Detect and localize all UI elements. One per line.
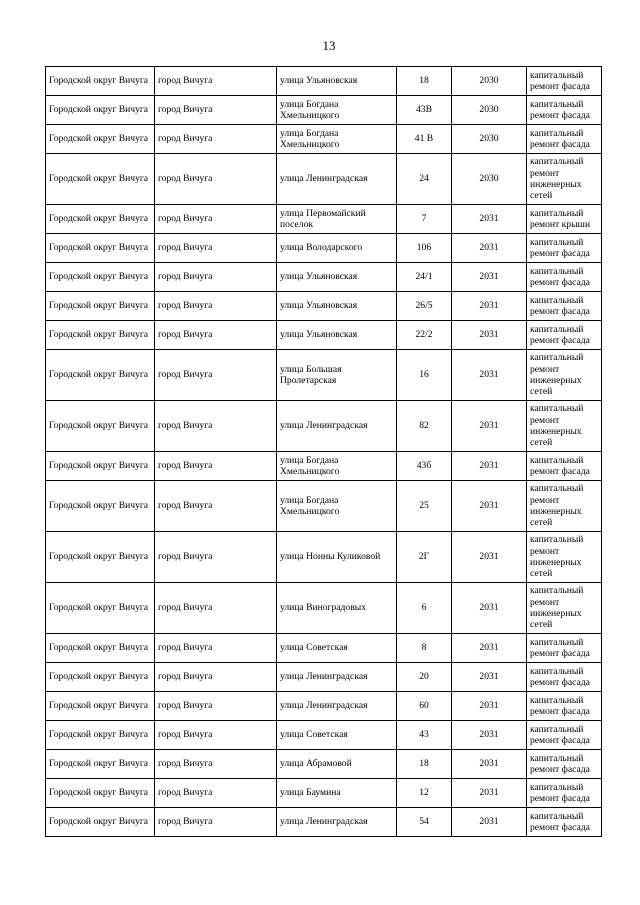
- cell-work-type: [527, 292, 602, 321]
- cell-city: [155, 750, 277, 779]
- cell-street: [277, 750, 397, 779]
- cell-house-number-text: 7: [421, 213, 427, 225]
- cell-year-text: 2031: [479, 758, 499, 770]
- cell-street: [277, 452, 397, 481]
- cell-city-text: город Вичуга: [158, 75, 213, 87]
- cell-work-type-text: капитальный ремонт фасада: [530, 723, 590, 746]
- cell-house-number-text: 41 В: [414, 133, 434, 145]
- cell-year-text: 2030: [479, 133, 499, 145]
- cell-work-type-text: капитальный ремонт фасада: [530, 127, 590, 150]
- cell-district: [46, 779, 155, 808]
- cell-house-number: [397, 750, 452, 779]
- cell-year: [452, 721, 527, 750]
- cell-district-text: Городской округ Вичуга: [49, 816, 149, 828]
- cell-city-text: город Вичуга: [158, 758, 213, 770]
- cell-street-text: улица Ленинградская: [280, 700, 368, 712]
- cell-city: [155, 234, 277, 263]
- cell-year-text: 2031: [479, 300, 499, 312]
- cell-street-text: улица Советская: [280, 642, 348, 654]
- cell-year-text: 2031: [479, 271, 499, 283]
- cell-street: [277, 532, 397, 583]
- cell-house-number: [397, 532, 452, 583]
- cell-house-number: [397, 263, 452, 292]
- cell-year: [452, 205, 527, 234]
- table-row: [46, 292, 602, 321]
- cell-year-text: 2030: [479, 104, 499, 116]
- cell-district: [46, 125, 155, 154]
- cell-work-type-text: капитальный ремонт фасада: [530, 454, 590, 477]
- cell-street-text: улица Баумина: [280, 787, 341, 799]
- cell-year-text: 2031: [479, 602, 499, 614]
- cell-house-number: [397, 154, 452, 205]
- cell-work-type-text: капитальный ремонт фасада: [530, 636, 590, 659]
- cell-district: [46, 67, 155, 96]
- cell-house-number-text: 60: [419, 700, 429, 712]
- cell-work-type: [527, 350, 602, 401]
- cell-year: [452, 292, 527, 321]
- cell-district: [46, 721, 155, 750]
- cell-year-text: 2031: [479, 369, 499, 381]
- cell-street-text: улица Ульяновская: [280, 271, 358, 283]
- cell-year-text: 2031: [479, 329, 499, 341]
- cell-work-type-text: капитальный ремонт фасада: [530, 265, 590, 288]
- cell-city: [155, 125, 277, 154]
- cell-city: [155, 292, 277, 321]
- cell-city: [155, 808, 277, 837]
- table-row: [46, 721, 602, 750]
- cell-work-type: [527, 634, 602, 663]
- cell-house-number: [397, 350, 452, 401]
- table-row: [46, 583, 602, 634]
- cell-year-text: 2031: [479, 551, 499, 563]
- cell-city: [155, 154, 277, 205]
- cell-work-type-text: капитальный ремонт фасада: [530, 323, 590, 346]
- cell-city-text: город Вичуга: [158, 369, 213, 381]
- cell-work-type: [527, 154, 602, 205]
- cell-city-text: город Вичуга: [158, 816, 213, 828]
- cell-street: [277, 292, 397, 321]
- cell-street: [277, 481, 397, 532]
- cell-work-type: [527, 205, 602, 234]
- cell-city-text: город Вичуга: [158, 242, 213, 254]
- cell-district-text: Городской округ Вичуга: [49, 602, 149, 614]
- cell-year-text: 2031: [479, 213, 499, 225]
- cell-house-number-text: 18: [419, 75, 429, 87]
- cell-year: [452, 750, 527, 779]
- cell-work-type: [527, 750, 602, 779]
- cell-city: [155, 532, 277, 583]
- table-row: [46, 401, 602, 452]
- cell-city-text: город Вичуга: [158, 551, 213, 563]
- cell-city-text: город Вичуга: [158, 173, 213, 185]
- cell-district-text: Городской округ Вичуга: [49, 787, 149, 799]
- cell-district: [46, 452, 155, 481]
- cell-district: [46, 583, 155, 634]
- repair-schedule-table: [45, 66, 602, 837]
- cell-house-number-text: 8: [421, 642, 427, 654]
- cell-year: [452, 96, 527, 125]
- cell-street: [277, 721, 397, 750]
- cell-district: [46, 205, 155, 234]
- cell-year: [452, 532, 527, 583]
- cell-house-number-text: 43б: [416, 460, 432, 472]
- cell-street-text: улица Ленинградская: [280, 420, 368, 432]
- cell-street: [277, 67, 397, 96]
- cell-work-type-text: капитальный ремонт фасада: [530, 781, 590, 804]
- cell-work-type-text: капитальный ремонт инженерных сетей: [530, 534, 584, 580]
- cell-district: [46, 292, 155, 321]
- cell-street: [277, 583, 397, 634]
- table-row: [46, 234, 602, 263]
- cell-street-text: улица Ленинградская: [280, 671, 368, 683]
- table-row: [46, 96, 602, 125]
- cell-house-number: [397, 96, 452, 125]
- table-row: [46, 779, 602, 808]
- cell-house-number: [397, 321, 452, 350]
- cell-work-type: [527, 452, 602, 481]
- cell-street-text: улица Ленинградская: [280, 816, 368, 828]
- cell-work-type-text: капитальный ремонт фасада: [530, 752, 590, 775]
- cell-year: [452, 350, 527, 401]
- cell-district: [46, 663, 155, 692]
- cell-district-text: Городской округ Вичуга: [49, 369, 149, 381]
- cell-house-number: [397, 401, 452, 452]
- cell-district: [46, 350, 155, 401]
- cell-street: [277, 263, 397, 292]
- cell-year: [452, 401, 527, 452]
- cell-street: [277, 321, 397, 350]
- cell-street: [277, 634, 397, 663]
- cell-district-text: Городской округ Вичуга: [49, 420, 149, 432]
- cell-year: [452, 634, 527, 663]
- cell-house-number: [397, 583, 452, 634]
- cell-house-number-text: 16: [419, 369, 429, 381]
- cell-street: [277, 125, 397, 154]
- cell-street-text: улица Ульяновская: [280, 329, 358, 341]
- cell-street-text: улица Советская: [280, 729, 348, 741]
- cell-city: [155, 692, 277, 721]
- page-number: 13: [322, 38, 336, 53]
- table-row: [46, 663, 602, 692]
- cell-house-number-text: 43В: [416, 104, 432, 116]
- table-row: [46, 634, 602, 663]
- cell-city-text: город Вичуга: [158, 460, 213, 472]
- cell-district-text: Городской округ Вичуга: [49, 671, 149, 683]
- cell-work-type-text: капитальный ремонт крыши: [530, 207, 591, 230]
- cell-district: [46, 808, 155, 837]
- cell-work-type: [527, 67, 602, 96]
- cell-house-number-text: 20: [419, 671, 429, 683]
- cell-city-text: город Вичуга: [158, 420, 213, 432]
- cell-work-type: [527, 583, 602, 634]
- cell-year: [452, 234, 527, 263]
- cell-year: [452, 154, 527, 205]
- cell-house-number-text: 106: [416, 242, 432, 254]
- cell-work-type-text: капитальный ремонт инженерных сетей: [530, 156, 584, 202]
- cell-street: [277, 692, 397, 721]
- cell-house-number-text: 6: [421, 602, 427, 614]
- cell-city: [155, 96, 277, 125]
- table-row: [46, 750, 602, 779]
- cell-city: [155, 634, 277, 663]
- cell-year-text: 2031: [479, 420, 499, 432]
- cell-year: [452, 452, 527, 481]
- cell-district-text: Городской округ Вичуга: [49, 642, 149, 654]
- cell-city-text: город Вичуга: [158, 133, 213, 145]
- cell-year: [452, 67, 527, 96]
- cell-district: [46, 321, 155, 350]
- cell-house-number-text: 2Г: [418, 551, 430, 563]
- cell-work-type-text: капитальный ремонт инженерных сетей: [530, 352, 584, 398]
- cell-work-type: [527, 779, 602, 808]
- cell-city: [155, 721, 277, 750]
- cell-work-type: [527, 663, 602, 692]
- cell-street-text: улица Володарского: [280, 242, 363, 254]
- cell-district-text: Городской округ Вичуга: [49, 758, 149, 770]
- cell-district-text: Городской округ Вичуга: [49, 213, 149, 225]
- cell-district: [46, 154, 155, 205]
- cell-house-number-text: 54: [419, 816, 429, 828]
- cell-house-number: [397, 292, 452, 321]
- cell-city-text: город Вичуга: [158, 729, 213, 741]
- cell-street-text: улица Ленинградская: [280, 173, 368, 185]
- cell-street-text: улица Большая Пролетарская: [280, 363, 342, 386]
- cell-city-text: город Вичуга: [158, 329, 213, 341]
- cell-year-text: 2031: [479, 242, 499, 254]
- table-row: [46, 452, 602, 481]
- cell-year-text: 2030: [479, 75, 499, 87]
- table-row: [46, 350, 602, 401]
- cell-city: [155, 205, 277, 234]
- cell-house-number-text: 24/1: [415, 271, 433, 283]
- cell-work-type: [527, 692, 602, 721]
- cell-house-number: [397, 634, 452, 663]
- cell-city: [155, 452, 277, 481]
- cell-city: [155, 779, 277, 808]
- table-row: [46, 125, 602, 154]
- cell-city-text: город Вичуга: [158, 700, 213, 712]
- cell-year-text: 2031: [479, 700, 499, 712]
- cell-year-text: 2030: [479, 173, 499, 185]
- cell-street-text: улица Богдана Хмельницкого: [280, 98, 340, 121]
- cell-district: [46, 532, 155, 583]
- cell-city-text: город Вичуга: [158, 104, 213, 116]
- cell-city-text: город Вичуга: [158, 642, 213, 654]
- cell-street-text: улица Богдана Хмельницкого: [280, 494, 340, 517]
- cell-city-text: город Вичуга: [158, 300, 213, 312]
- cell-work-type-text: капитальный ремонт фасада: [530, 694, 590, 717]
- cell-work-type-text: капитальный ремонт фасада: [530, 810, 590, 833]
- cell-house-number-text: 25: [419, 500, 429, 512]
- cell-year: [452, 779, 527, 808]
- cell-street-text: улица Ульяновская: [280, 75, 358, 87]
- cell-work-type: [527, 401, 602, 452]
- cell-city-text: город Вичуга: [158, 271, 213, 283]
- table-row: [46, 263, 602, 292]
- table-row: [46, 532, 602, 583]
- cell-street-text: улица Абрамовой: [280, 758, 352, 770]
- cell-city-text: город Вичуга: [158, 602, 213, 614]
- cell-street-text: улица Богдана Хмельницкого: [280, 127, 340, 150]
- cell-city: [155, 401, 277, 452]
- cell-work-type-text: капитальный ремонт фасада: [530, 294, 590, 317]
- cell-city: [155, 663, 277, 692]
- cell-district: [46, 692, 155, 721]
- cell-district-text: Городской округ Вичуга: [49, 271, 149, 283]
- cell-district-text: Городской округ Вичуга: [49, 300, 149, 312]
- cell-work-type: [527, 234, 602, 263]
- cell-work-type: [527, 721, 602, 750]
- cell-work-type: [527, 125, 602, 154]
- cell-house-number-text: 26/5: [415, 300, 433, 312]
- cell-work-type-text: капитальный ремонт фасада: [530, 665, 590, 688]
- cell-house-number: [397, 67, 452, 96]
- cell-district: [46, 750, 155, 779]
- cell-street: [277, 205, 397, 234]
- cell-house-number: [397, 692, 452, 721]
- cell-year-text: 2031: [479, 787, 499, 799]
- cell-district-text: Городской округ Вичуга: [49, 329, 149, 341]
- cell-year: [452, 321, 527, 350]
- cell-city: [155, 67, 277, 96]
- cell-street: [277, 154, 397, 205]
- cell-year: [452, 263, 527, 292]
- cell-house-number-text: 82: [419, 420, 429, 432]
- cell-work-type-text: капитальный ремонт фасада: [530, 98, 590, 121]
- cell-house-number: [397, 721, 452, 750]
- cell-house-number: [397, 205, 452, 234]
- cell-house-number: [397, 481, 452, 532]
- cell-house-number-text: 43: [419, 729, 429, 741]
- cell-work-type-text: капитальный ремонт инженерных сетей: [530, 483, 584, 529]
- cell-work-type: [527, 263, 602, 292]
- cell-district-text: Городской округ Вичуга: [49, 104, 149, 116]
- cell-street-text: улица Первомайский поселок: [280, 207, 366, 230]
- cell-street: [277, 350, 397, 401]
- cell-street: [277, 663, 397, 692]
- table-row: [46, 205, 602, 234]
- cell-year: [452, 808, 527, 837]
- cell-house-number-text: 22/2: [415, 329, 433, 341]
- cell-year-text: 2031: [479, 460, 499, 472]
- cell-district-text: Городской округ Вичуга: [49, 700, 149, 712]
- cell-district-text: Городской округ Вичуга: [49, 729, 149, 741]
- cell-work-type: [527, 532, 602, 583]
- cell-year: [452, 125, 527, 154]
- cell-city-text: город Вичуга: [158, 213, 213, 225]
- cell-city-text: город Вичуга: [158, 671, 213, 683]
- table-row: [46, 692, 602, 721]
- cell-house-number: [397, 125, 452, 154]
- cell-house-number-text: 24: [419, 173, 429, 185]
- cell-house-number: [397, 663, 452, 692]
- cell-year: [452, 692, 527, 721]
- cell-district: [46, 481, 155, 532]
- cell-street: [277, 96, 397, 125]
- cell-district: [46, 96, 155, 125]
- cell-street: [277, 401, 397, 452]
- cell-district: [46, 234, 155, 263]
- cell-year-text: 2031: [479, 500, 499, 512]
- cell-year-text: 2031: [479, 729, 499, 741]
- cell-city: [155, 321, 277, 350]
- cell-street-text: улица Ульяновская: [280, 300, 358, 312]
- cell-street-text: улица Богдана Хмельницкого: [280, 454, 340, 477]
- cell-district: [46, 401, 155, 452]
- table-row: [46, 808, 602, 837]
- cell-work-type: [527, 808, 602, 837]
- cell-district-text: Городской округ Вичуга: [49, 242, 149, 254]
- cell-city: [155, 263, 277, 292]
- cell-district-text: Городской округ Вичуга: [49, 551, 149, 563]
- cell-district-text: Городской округ Вичуга: [49, 500, 149, 512]
- cell-house-number-text: 18: [419, 758, 429, 770]
- cell-work-type: [527, 321, 602, 350]
- cell-year-text: 2031: [479, 671, 499, 683]
- cell-city-text: город Вичуга: [158, 500, 213, 512]
- cell-house-number-text: 12: [419, 787, 429, 799]
- cell-work-type-text: капитальный ремонт инженерных сетей: [530, 585, 584, 631]
- table-row: [46, 154, 602, 205]
- cell-district-text: Городской округ Вичуга: [49, 75, 149, 87]
- cell-house-number: [397, 808, 452, 837]
- table-body: [46, 67, 602, 837]
- cell-city: [155, 583, 277, 634]
- cell-house-number: [397, 452, 452, 481]
- cell-city-text: город Вичуга: [158, 787, 213, 799]
- cell-district-text: Городской округ Вичуга: [49, 460, 149, 472]
- cell-district-text: Городской округ Вичуга: [49, 133, 149, 145]
- cell-city: [155, 481, 277, 532]
- cell-work-type-text: капитальный ремонт инженерных сетей: [530, 403, 584, 449]
- cell-district: [46, 263, 155, 292]
- cell-district: [46, 634, 155, 663]
- cell-work-type: [527, 481, 602, 532]
- cell-street: [277, 779, 397, 808]
- cell-street-text: улица Виноградовых: [280, 602, 366, 614]
- cell-city: [155, 350, 277, 401]
- cell-work-type-text: капитальный ремонт фасада: [530, 236, 590, 259]
- cell-year: [452, 481, 527, 532]
- table-row: [46, 481, 602, 532]
- cell-work-type: [527, 96, 602, 125]
- cell-work-type-text: капитальный ремонт фасада: [530, 69, 590, 92]
- cell-street: [277, 234, 397, 263]
- table-row: [46, 321, 602, 350]
- cell-year: [452, 583, 527, 634]
- cell-year-text: 2031: [479, 816, 499, 828]
- cell-district-text: Городской округ Вичуга: [49, 173, 149, 185]
- cell-year: [452, 663, 527, 692]
- cell-street: [277, 808, 397, 837]
- cell-year-text: 2031: [479, 642, 499, 654]
- cell-house-number: [397, 234, 452, 263]
- cell-house-number: [397, 779, 452, 808]
- table-row: [46, 67, 602, 96]
- cell-street-text: улица Нонны Куликовой: [280, 551, 381, 563]
